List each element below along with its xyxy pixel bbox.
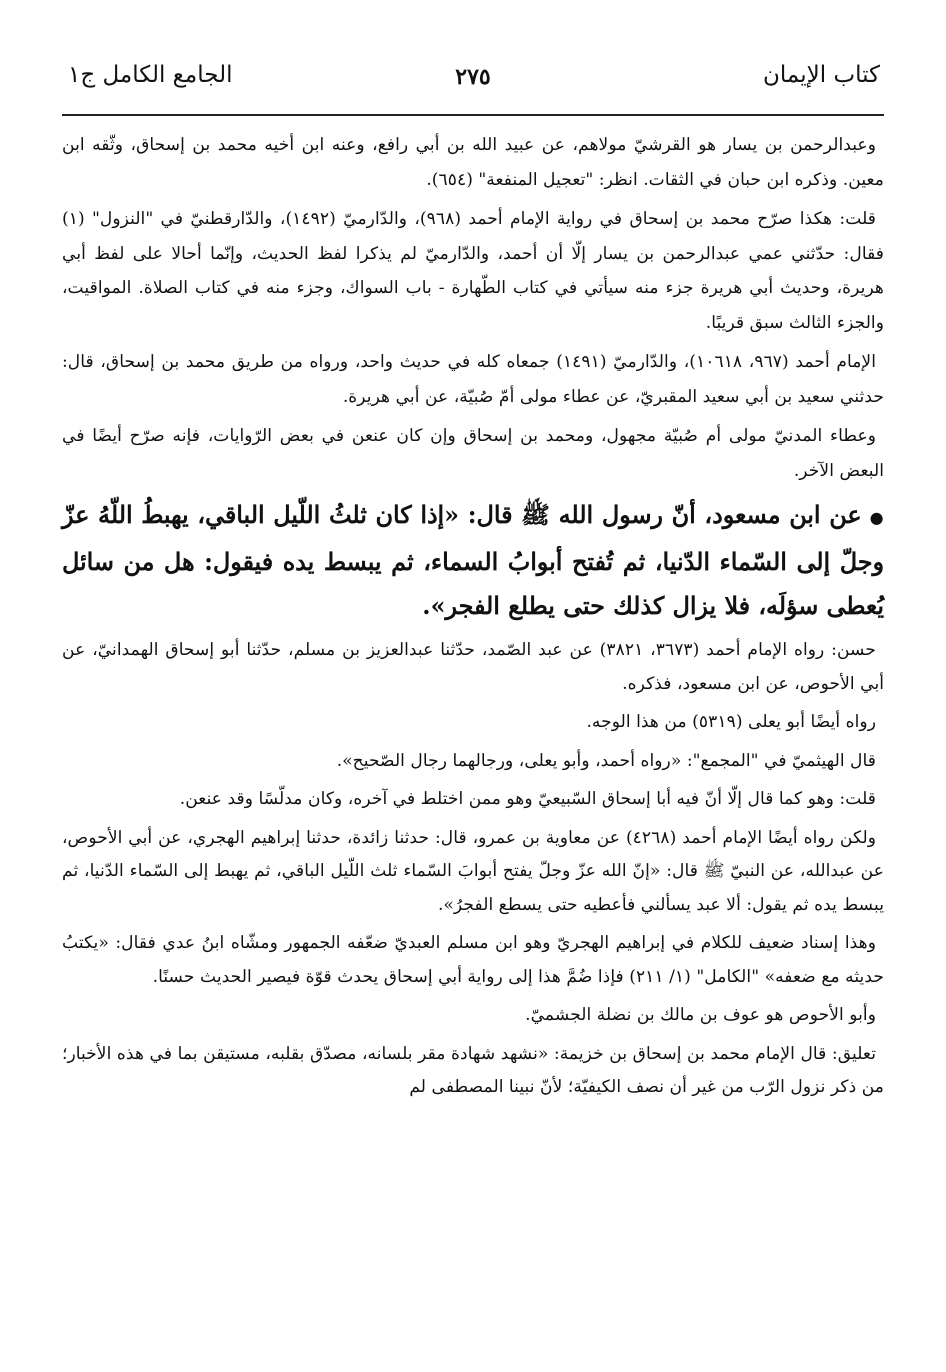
page-body [62,128,884,1356]
paragraph: حسن: رواه الإمام أحمد (٣٦٧٣، ٣٨٢١) عن عبد الصّمد، حدّثنا عبدالعزيز بن مسلم، حدّثنا أبو إسحاق الهمدانيّ، عن أبي الأحوص، عن ابن مسعود، فذكره. [62,640,884,694]
page-number: ٢٧٥ [455,64,491,90]
paragraph: قال الهيثميّ في "المجمع": «رواه أحمد، وأبو يعلى، ورجالهما رجال الصّحيح». [336,750,876,771]
paragraph: وعطاء المدنيّ مولى أم صُبيّة مجهول، ومحمد بن إسحاق وإن كان عنعن في بعض الرّوايات، فإنه صرّح أيضًا في البعض الآخر. [62,426,884,481]
chapter-title: كتاب الإيمان [763,62,880,88]
paragraph: ولكن رواه أيضًا الإمام أحمد (٤٢٦٨) عن معاوية بن عمرو، قال: حدثنا زائدة، حدثنا إبراهيم الهجري، عن أبي الأحوص، عن عبدالله، عن النبيّ ﷺ قال: «إنّ الله عزّ وجلّ يفتح أبوابَ السّماء ثلث اللّيل الباقي، ثم يهبط إلى السّماء الدّنيا، ثم يبسط يده ثم يقول: ألا عبد يسألني فأعطيه حتى يسطع الفجرُ». [62,827,884,915]
paragraph: قلت: وهو كما قال إلّا أنّ فيه أبا إسحاق السّبيعيّ وهو ممن اختلط في آخره، وكان مدلّسًا وقد عنعن. [179,789,876,809]
bullet-icon: ● [869,508,884,527]
paragraph: رواه أيضًا أبو يعلى (٥٣١٩) من هذا الوجه. [586,712,876,732]
paragraph: وعبدالرحمن بن يسار هو القرشيّ مولاهم، عن عبيد الله بن أبي رافع، وعنه ابن أخيه محمد بن إسحاق، وثّقه ابن معين. وذكره ابن حبان في الثقات. انظر: "تعجيل المنفعة" (٦٥٤). [62,135,884,190]
paragraph: وهذا إسناد ضعيف للكلام في إبراهيم الهجريّ وهو ابن مسلم العبديّ ضعّفه الجمهور ومشّاه ابنُ عدي فقال: «يكتبُ حديثه مع ضعفه» "الكامل" (١/ ٢١١) فإذا ضُمَّ هذا إلى رواية أبي إسحاق يحدث قوّة فيصير الحديث حسنًا. [62,933,884,987]
paragraph: الإمام أحمد (٩٦٧، ١٠٦١٨)، والدّارميّ (١٤٩١) جمعاه كله في حديث واحد، ورواه من طريق محمد بن إسحاق، قال: حدثني سعيد بن أبي سعيد المقبريّ، عن عطاء مولى أمّ صُبيّة، عن أبي هريرة. [62,352,884,407]
paragraph: قلت: هكذا صرّح محمد بن إسحاق في رواية الإمام أحمد (٩٦٨)، والدّارميّ (١٤٩٢)، والدّارقطنيّ في "النزول" (١) فقال: حدّثني عمي عبدالرحمن بن يسار إلّا أن أحمد، والدّارميّ لم يذكرا لفظ الحديث، وإنّما أحالا على لفظ أبي هريرة، وحديث أبي هريرة جزء منه سيأتي في كتاب الطّهارة - باب السواك، وجزء منه في كتاب الصلاة. المواقيت، والجزء الثالث سبق قريبًا. [62,209,884,333]
hadith-text-block [62,493,884,628]
page-header [62,58,884,104]
paragraph: تعليق: قال الإمام محمد بن إسحاق بن خزيمة: «نشهد شهادة مقر بلسانه، مصدّق بقلبه، مستيقن بما في هذه الأخبار؛ من ذكر نزول الرّب من غير أن نصف الكيفيّة؛ لأنّ نبينا المصطفى لم [62,1043,884,1097]
header-divider [62,114,884,116]
paragraph: وأبو الأحوص هو عوف بن مالك بن نضلة الجشميّ. [525,1005,876,1025]
hadith-text: عن ابن مسعود، أنّ رسول الله ﷺ قال: «إذا كان ثلثُ اللّيل الباقي، يهبطُ اللّهُ عزّ وجلّ إلى السّماء الدّنيا، ثم تُفتح أبوابُ السماء، ثم يبسط يده فيقول: هل من سائل يُعطى سؤلَه، فلا يزال كذلك حتى يطلع الفجر». [62,501,884,620]
book-title: الجامع الكامل ج١ [68,62,233,88]
